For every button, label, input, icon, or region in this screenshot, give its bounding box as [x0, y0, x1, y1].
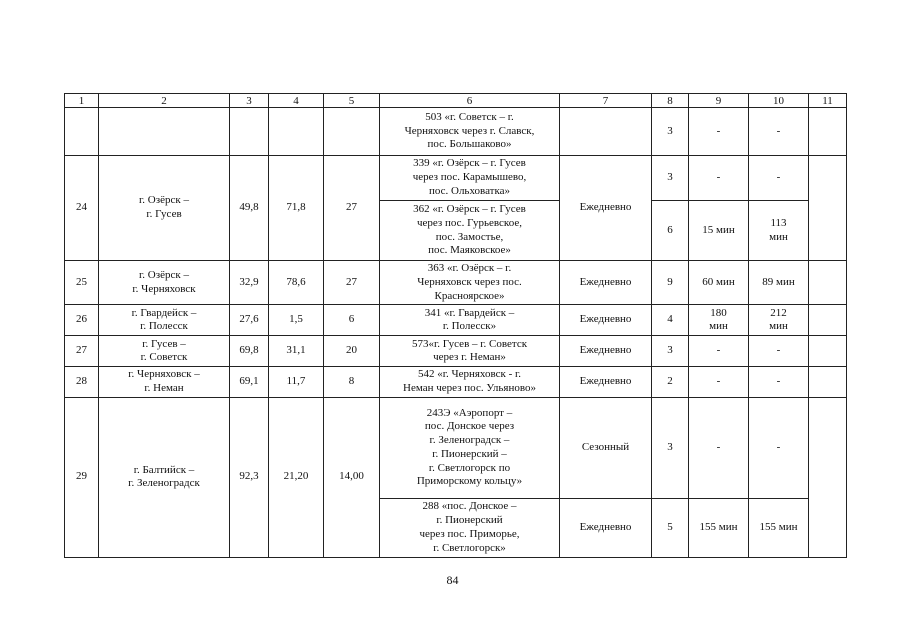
- table-cell: 3: [652, 156, 689, 201]
- header-cell: 10: [749, 94, 809, 108]
- header-cell: 1: [65, 94, 99, 108]
- table-cell: 9: [652, 261, 689, 305]
- table-cell: [809, 397, 847, 557]
- table-cell: 3: [652, 397, 689, 498]
- table-row: [65, 305, 847, 336]
- frequency-cell: Ежедневно: [560, 305, 652, 336]
- table-cell: -: [749, 367, 809, 398]
- table-cell: 27,6: [230, 305, 269, 336]
- table-cell: -: [689, 336, 749, 367]
- row-number: 26: [65, 305, 99, 336]
- frequency-cell: Ежедневно: [560, 336, 652, 367]
- table-cell: [99, 108, 230, 156]
- table-cell: 71,8: [269, 156, 324, 261]
- table-cell: 6: [324, 305, 380, 336]
- table-cell: 60 мин: [689, 261, 749, 305]
- route-cell: 339 «г. Озёрск – г. Гусев через пос. Карамышево, пос. Ольховатка»: [380, 156, 560, 201]
- table-cell: 3: [652, 336, 689, 367]
- direction-cell: г. Черняховск – г. Неман: [99, 367, 230, 398]
- table-cell: 27: [324, 261, 380, 305]
- direction-cell: г. Озёрск – г. Гусев: [99, 156, 230, 261]
- table-cell: 1,5: [269, 305, 324, 336]
- table-cell: 155 мин: [749, 498, 809, 557]
- frequency-cell: Ежедневно: [560, 498, 652, 557]
- row-number: 28: [65, 367, 99, 398]
- table-cell: 155 мин: [689, 498, 749, 557]
- frequency-cell: Ежедневно: [560, 156, 652, 261]
- table-row: [65, 367, 847, 398]
- header-cell: 9: [689, 94, 749, 108]
- table-cell: -: [689, 108, 749, 156]
- table-cell: 69,1: [230, 367, 269, 398]
- table-cell: 3: [652, 108, 689, 156]
- frequency-cell: Ежедневно: [560, 367, 652, 398]
- row-number: 25: [65, 261, 99, 305]
- table-cell: 4: [652, 305, 689, 336]
- table-cell: -: [749, 156, 809, 201]
- table-cell: 69,8: [230, 336, 269, 367]
- route-cell: 363 «г. Озёрск – г. Черняховск через пос. Красноярское»: [380, 261, 560, 305]
- table-row: [65, 261, 847, 305]
- table-cell: 180 мин: [689, 305, 749, 336]
- table-cell: 5: [652, 498, 689, 557]
- table-cell: [65, 108, 99, 156]
- table-cell: 49,8: [230, 156, 269, 261]
- table-cell: 8: [324, 367, 380, 398]
- table-cell: 2: [652, 367, 689, 398]
- route-cell: 288 «пос. Донское – г. Пионерский через пос. Приморье, г. Светлогорск»: [380, 498, 560, 557]
- header-cell: 3: [230, 94, 269, 108]
- table-cell: 78,6: [269, 261, 324, 305]
- header-cell: 4: [269, 94, 324, 108]
- route-cell: 542 «г. Черняховск - г. Неман через пос. Ульяново»: [380, 367, 560, 398]
- table-row: [65, 397, 847, 498]
- row-number: 29: [65, 397, 99, 557]
- table-cell: 21,20: [269, 397, 324, 557]
- direction-cell: г. Гвардейск – г. Полесск: [99, 305, 230, 336]
- header-cell: 7: [560, 94, 652, 108]
- table-cell: [809, 156, 847, 261]
- route-cell: 243Э «Аэропорт – пос. Донское через г. Зеленоградск – г. Пионерский – г. Светлогорск по Приморскому кольцу»: [380, 397, 560, 498]
- table-cell: -: [749, 397, 809, 498]
- table-cell: 14,00: [324, 397, 380, 557]
- frequency-cell: Ежедневно: [560, 261, 652, 305]
- table-cell: 6: [652, 201, 689, 261]
- route-cell: 573«г. Гусев – г. Советск через г. Неман»: [380, 336, 560, 367]
- table-cell: 92,3: [230, 397, 269, 557]
- route-cell: 341 «г. Гвардейск – г. Полесск»: [380, 305, 560, 336]
- table-cell: 20: [324, 336, 380, 367]
- table-cell: 113 мин: [749, 201, 809, 261]
- table-cell: -: [689, 367, 749, 398]
- table-cell: 11,7: [269, 367, 324, 398]
- header-cell: 11: [809, 94, 847, 108]
- table-cell: [809, 108, 847, 156]
- table-cell: [324, 108, 380, 156]
- table-row: [65, 156, 847, 201]
- table-cell: -: [749, 108, 809, 156]
- header-cell: 2: [99, 94, 230, 108]
- row-number: 24: [65, 156, 99, 261]
- table-cell: [809, 367, 847, 398]
- route-cell: 503 «г. Советск – г. Черняховск через г. Славск, пос. Большаково»: [380, 108, 560, 156]
- table-cell: [230, 108, 269, 156]
- direction-cell: г. Озёрск – г. Черняховск: [99, 261, 230, 305]
- table-cell: 212 мин: [749, 305, 809, 336]
- table-cell: [809, 305, 847, 336]
- table-cell: [809, 261, 847, 305]
- route-table: [64, 93, 847, 558]
- table-cell: 27: [324, 156, 380, 261]
- direction-cell: г. Гусев – г. Советск: [99, 336, 230, 367]
- row-number: 27: [65, 336, 99, 367]
- table-cell: 15 мин: [689, 201, 749, 261]
- table-row: [65, 336, 847, 367]
- header-cell: 6: [380, 94, 560, 108]
- table-cell: 89 мин: [749, 261, 809, 305]
- page-number: 84: [446, 573, 459, 587]
- table-cell: [560, 108, 652, 156]
- frequency-cell: Сезонный: [560, 397, 652, 498]
- table-row: [65, 108, 847, 156]
- route-cell: 362 «г. Озёрск – г. Гусев через пос. Гурьевское, пос. Замостье, пос. Маяковское»: [380, 201, 560, 261]
- table-cell: -: [689, 156, 749, 201]
- table-cell: [809, 336, 847, 367]
- table-cell: -: [749, 336, 809, 367]
- header-cell: 8: [652, 94, 689, 108]
- table-cell: 32,9: [230, 261, 269, 305]
- direction-cell: г. Балтийск – г. Зеленоградск: [99, 397, 230, 557]
- table-cell: 31,1: [269, 336, 324, 367]
- header-cell: 5: [324, 94, 380, 108]
- table-cell: -: [689, 397, 749, 498]
- table-cell: [269, 108, 324, 156]
- header-row: [65, 94, 847, 108]
